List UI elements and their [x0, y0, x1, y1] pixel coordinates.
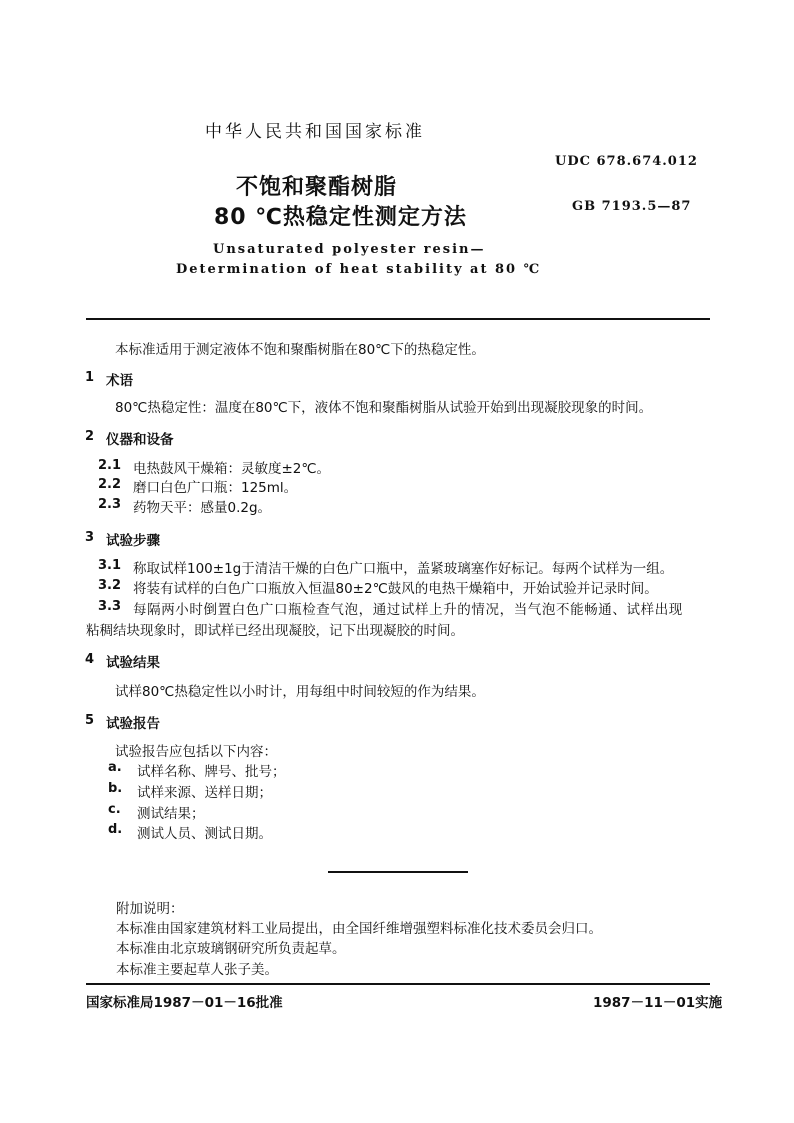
list-item: 测试结果；	[137, 806, 205, 822]
notes-heading: 附加说明：	[116, 901, 184, 917]
document-title-line1: 不饱和聚酯树脂	[236, 175, 398, 200]
item-number: 3.1	[98, 558, 122, 573]
section-4-text: 试样80℃热稳定性以小时计，用每组中时间较短的作为结果。	[115, 684, 485, 700]
item-text: 磨口白色广口瓶：125ml。	[133, 480, 298, 496]
implementation-date: 1987－11－01实施	[593, 995, 723, 1011]
list-letter: b.	[108, 781, 123, 796]
item-number: 2.2	[98, 477, 122, 492]
section-5-number: 5	[85, 713, 95, 728]
section-2-title: 仪器和设备	[106, 432, 174, 448]
bottom-divider	[86, 983, 710, 985]
section-1-number: 1	[85, 370, 95, 385]
item-number: 2.3	[98, 497, 122, 512]
gb-standard-number: GB 7193.5—87	[572, 199, 692, 214]
note-line: 本标准由北京玻璃钢研究所负责起草。	[116, 941, 346, 957]
top-divider	[86, 318, 710, 320]
item-text: 电热鼓风干燥箱：灵敏度±2℃。	[133, 461, 331, 477]
section-5-title: 试验报告	[106, 716, 160, 732]
section-3-title: 试验步骤	[106, 533, 160, 549]
item-text: 将装有试样的白色广口瓶放入恒温80±2℃鼓风的电热干燥箱中，开始试验并记录时间。	[133, 581, 658, 597]
english-title-line2: Determination of heat stability at 80 ℃	[176, 262, 542, 277]
section-4-number: 4	[85, 652, 95, 667]
list-letter: d.	[108, 822, 123, 837]
approval-date: 国家标准局1987－01－16批准	[86, 995, 283, 1011]
list-letter: c.	[108, 802, 121, 817]
section-1-title: 术语	[106, 373, 133, 389]
list-item: 试样名称、牌号、批号；	[137, 764, 286, 780]
item-text-continuation: 粘稠结块现象时，即试样已经出现凝胶，记下出现凝胶的时间。	[86, 623, 464, 639]
item-text: 称取试样100±1g于清洁干燥的白色广口瓶中，盖紧玻璃塞作好标记。每两个试样为一组。	[133, 561, 674, 577]
intro-paragraph: 本标准适用于测定液体不饱和聚酯树脂在80℃下的热稳定性。	[115, 342, 485, 358]
udc-number: UDC 678.674.012	[555, 154, 698, 169]
section-2-number: 2	[85, 429, 95, 444]
section-3-number: 3	[85, 530, 95, 545]
section-1-text: 80℃热稳定性：温度在80℃下，液体不饱和聚酯树脂从试验开始到出现凝胶现象的时间。	[115, 400, 653, 416]
section-4-title: 试验结果	[106, 655, 160, 671]
national-standard-label: 中华人民共和国国家标准	[205, 122, 425, 142]
list-item: 测试人员、测试日期。	[137, 826, 272, 842]
document-title-line2: 80 ℃热稳定性测定方法	[214, 205, 467, 230]
note-line: 本标准主要起草人张子美。	[116, 962, 278, 978]
list-item: 试样来源、送样日期；	[137, 785, 272, 801]
item-text: 药物天平：感量0.2g。	[133, 500, 272, 516]
item-number: 2.1	[98, 458, 122, 473]
section-5-text: 试验报告应包括以下内容：	[115, 744, 277, 760]
item-text: 每隔两小时倒置白色广口瓶检查气泡，通过试样上升的情况，当气泡不能畅通、试样出现	[133, 602, 683, 618]
item-number: 3.2	[98, 578, 122, 593]
item-number: 3.3	[98, 599, 122, 614]
list-letter: a.	[108, 760, 122, 775]
note-line: 本标准由国家建筑材料工业局提出，由全国纤维增强塑料标准化技术委员会归口。	[116, 921, 602, 937]
section-end-divider	[328, 871, 468, 873]
english-title-line1: Unsaturated polyester resin—	[213, 242, 486, 257]
